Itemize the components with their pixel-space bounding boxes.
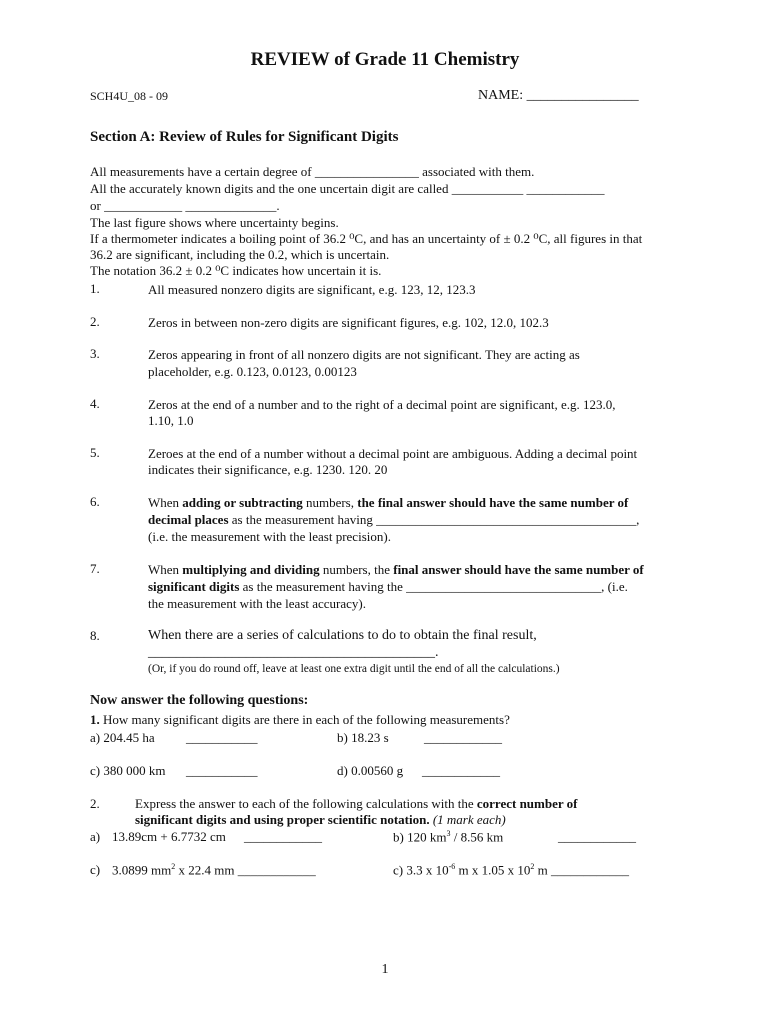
question-number: 1.: [90, 712, 100, 727]
rule-number: 4.: [90, 396, 100, 411]
rule-6-bold: decimal places: [148, 512, 229, 527]
q2-item-expression: [112, 862, 316, 878]
rule-text: Zeros at the end of a number and to the right of a decimal point are significant, e.g. 123.0,: [148, 397, 616, 412]
rule-text: Zeroes at the end of a number without a decimal point are ambiguous. Adding a decimal point: [148, 446, 638, 461]
intro-line: The last figure shows where uncertainty begins.: [90, 215, 339, 230]
question-2-line-2: [135, 812, 506, 828]
rule-number: 6.: [90, 494, 100, 509]
page-title: REVIEW of Grade 11 Chemistry: [250, 49, 520, 70]
rule-number: 1.: [90, 281, 100, 296]
q2-item-expression: [393, 829, 503, 845]
exponent: 2: [171, 862, 176, 871]
question-2-line-1: [135, 796, 577, 812]
q2-item-label: a): [90, 829, 101, 844]
rule-6-bold: the final answer should have the same number of: [357, 495, 629, 510]
course-code: SCH4U_08 - 09: [90, 89, 169, 103]
question-text: How many significant digits are there in each of the following measurements?: [99, 712, 510, 727]
rule-7-bold: final answer should have the same number of: [393, 562, 644, 577]
question-bold: correct number of: [476, 796, 578, 811]
expr-part: c) 3.3 x 10: [393, 862, 449, 878]
questions-heading: Now answer the following questions:: [90, 693, 309, 708]
rule-text: indicates their significance, e.g. 1230. 120. 20: [148, 462, 388, 477]
rule-6-text: numbers,: [302, 495, 358, 510]
expr-part: x 22.4 mm ____________: [175, 862, 316, 878]
rule-text: All measured nonzero digits are significant, e.g. 123, 12, 123.3: [148, 282, 476, 297]
q2-item-expression: 13.89cm + 6.7732 cm: [112, 829, 226, 844]
q2-item-label: c): [90, 862, 101, 877]
q1-item-label: b) 18.23 s: [337, 730, 389, 745]
rule-text: Zeros appearing in front of all nonzero digits are not significant. They are acting as: [148, 347, 580, 362]
rule-7-line-3: the measurement with the least accuracy).: [148, 596, 367, 611]
rule-number: 2.: [90, 314, 100, 329]
q2-item-expression: [393, 862, 629, 878]
page-number: 1: [381, 962, 389, 977]
q2-item-blank: ____________: [558, 829, 636, 844]
expr-part: b) 120 km: [393, 829, 447, 845]
rule-7-bold: multiplying and dividing: [182, 562, 320, 577]
expr-part: m x 1.05 x 10: [455, 862, 531, 878]
question-marks: (1 mark each): [429, 812, 506, 827]
q1-item-label: a) 204.45 ha: [90, 730, 155, 745]
rule-7-text: When: [148, 562, 183, 577]
intro-line: The notation 36.2 ± 0.2 ⁰C indicates how uncertain it is.: [90, 263, 382, 278]
rule-8-line-1: When there are a series of calculations to do to obtain the final result,: [148, 628, 537, 643]
expr-part: / 8.56 km: [450, 829, 504, 845]
exponent: 3: [446, 829, 451, 838]
rule-number: 7.: [90, 561, 100, 576]
intro-line: or ____________ ______________.: [90, 198, 280, 213]
rule-text: 1.10, 1.0: [148, 413, 194, 428]
rule-text: Zeros in between non-zero digits are significant figures, e.g. 102, 12.0, 102.3: [148, 315, 549, 330]
question-1: [90, 712, 510, 728]
rule-7-line-2: [148, 578, 628, 595]
rule-text: placeholder, e.g. 0.123, 0.0123, 0.00123: [148, 364, 357, 379]
rule-7-bold: significant digits: [148, 579, 240, 594]
intro-line: All the accurately known digits and the one uncertain digit are called ___________ ____________: [90, 181, 605, 196]
rule-6-bold: adding or subtracting: [182, 495, 303, 510]
question-text: Express the answer to each of the following calculations with the: [135, 796, 477, 811]
expr-part: m ____________: [534, 862, 630, 878]
rule-6-text: When: [148, 495, 183, 510]
question-bold: significant digits and using proper scientific notation.: [135, 812, 430, 827]
q1-item-label: c) 380 000 km: [90, 763, 166, 778]
q1-item-blank: ____________: [422, 763, 500, 778]
rule-7-line-1: [148, 561, 644, 578]
rule-6-line-2: [148, 511, 639, 528]
rule-6-line-3: (i.e. the measurement with the least precision).: [148, 529, 391, 544]
exponent: -6: [448, 862, 456, 871]
intro-line: 36.2 are significant, including the 0.2, which is uncertain.: [90, 247, 390, 262]
exponent: 2: [530, 862, 535, 871]
rule-7-text: numbers, the: [319, 562, 394, 577]
q1-item-blank: ___________: [186, 763, 258, 778]
rule-6-text: as the measurement having ________________________________________,: [228, 512, 640, 527]
rule-7-text: as the measurement having the ______________________________, (i.e.: [239, 579, 628, 594]
rule-number: 5.: [90, 445, 100, 460]
rule-number: 8.: [90, 628, 100, 643]
name-field: NAME: ________________: [478, 88, 639, 103]
section-a-heading: Section A: Review of Rules for Significant Digits: [90, 129, 399, 145]
rule-6-line-1: [148, 494, 628, 511]
q1-item-blank: ____________: [424, 730, 502, 745]
rule-8-note: (Or, if you do round off, leave at least one extra digit until the end of all the calculations.): [148, 663, 560, 675]
q1-item-blank: ___________: [186, 730, 258, 745]
question-number: 2.: [90, 796, 100, 811]
intro-line: All measurements have a certain degree of ________________ associated with them.: [90, 164, 535, 179]
q1-item-label: d) 0.00560 g: [337, 763, 404, 778]
rule-8-line-2: _________________________________________.: [148, 645, 439, 660]
q2-item-blank: ____________: [244, 829, 322, 844]
expr-part: 3.0899 mm: [112, 862, 172, 878]
intro-line: If a thermometer indicates a boiling point of 36.2 ⁰C, and has an uncertainty of ± 0.2 ⁰C, all figures in that: [90, 231, 643, 246]
rule-number: 3.: [90, 346, 100, 361]
